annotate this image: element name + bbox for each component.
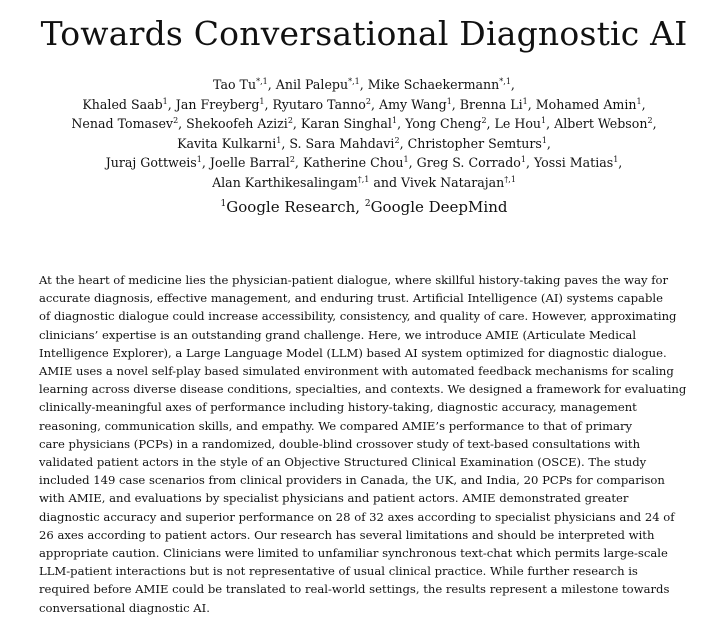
author-line: Kavita Kulkarni$^1$, S. Sara Mahdavi$^2$, Christopher Semturs$^1$, <box>177 135 551 151</box>
author <box>276 77 360 92</box>
abstract-line: care physicians (PCPs) in a randomized, double-blind crossover study of text-based consultations with <box>39 436 641 451</box>
author-affiliation-marker: 1 <box>162 96 168 106</box>
author-name: Yossi Matias <box>533 155 614 171</box>
author-name: Albert Webson <box>554 116 648 132</box>
affiliation-marker-1: 1 <box>220 199 227 209</box>
abstract-line: included 149 case scenarios from clinical providers in Canada, the UK, and India, 20 PCPs for comparison <box>39 473 665 488</box>
author-name: Khaled Saab <box>82 96 163 112</box>
author-affiliation-marker: 1 <box>196 155 202 165</box>
author-affiliation-marker: 1 <box>391 116 398 126</box>
author-name: Anil Palepu <box>275 77 349 92</box>
author-name: and Vivek Natarajan <box>373 174 505 190</box>
author-line <box>0 173 728 193</box>
author <box>213 77 268 92</box>
abstract-line: required before AMIE could be translated to real-world settings, the results represent a milestone towards <box>39 582 670 597</box>
abstract-line: diagnostic accuracy and superior performance on 28 of 32 axes according to specialist physicians and 24 of <box>39 509 675 524</box>
author <box>212 175 369 190</box>
author <box>405 116 486 131</box>
author-name: Nenad Tomasev <box>71 116 174 132</box>
author <box>379 97 452 112</box>
author-name: Juraj Gottweis <box>105 155 197 171</box>
author-name: Amy Wang <box>379 96 447 112</box>
author-line: Khaled Saab$^1$, Jan Freyberg$^1$, Ryutaro Tanno$^2$, Amy Wang$^1$, Brenna Li$^1$, Mohamed Amin$^1$, <box>82 96 646 112</box>
author-affiliation-marker: 2 <box>289 155 295 165</box>
affiliations <box>0 198 728 216</box>
author <box>106 155 202 170</box>
author-affiliation-marker: 2 <box>647 116 653 126</box>
author-affiliation-marker: 1 <box>520 155 526 165</box>
author-name: Shekoofeh Azizi <box>186 116 288 132</box>
author-affiliation-marker: 1 <box>541 116 547 126</box>
author-name: Le Hou <box>494 116 542 132</box>
abstract <box>39 271 700 617</box>
author-name: Mike Schaekermann <box>367 77 500 92</box>
author-affiliation-marker: 2 <box>287 116 293 126</box>
author-name: Katherine Chou <box>302 155 404 171</box>
author-name: Christopher Semturs <box>407 135 542 151</box>
author <box>71 116 178 131</box>
author-name: Alan Karthikesalingam <box>212 174 358 190</box>
author-affiliation-marker: 1 <box>522 96 528 106</box>
author-line: Juraj Gottweis$^1$, Joelle Barral$^2$, Katherine Chou$^1$, Greg S. Corrado$^1$, Yossi Matias$^1$, <box>105 155 623 171</box>
author-name: Tao Tu <box>213 77 257 92</box>
author-line: Nenad Tomasev$^2$, Shekoofeh Azizi$^2$, Karan Singhal$^1$, Yong Cheng$^2$, Le Hou$^1$, Albert Webson$^2$, <box>71 116 657 132</box>
author-affiliation-marker: 1 <box>446 96 452 106</box>
author-name: Ryutaro Tanno <box>272 96 366 112</box>
abstract-line: validated patient actors in the style of an Objective Structured Clinical Examination (OSCE). The study <box>39 455 647 470</box>
author <box>177 136 281 151</box>
abstract-line: AMIE uses a novel self-play based simulated environment with automated feedback mechanisms for scaling <box>39 364 674 379</box>
author-affiliation-marker: *,1 <box>256 77 268 86</box>
author-affiliation-marker: 2 <box>394 135 400 145</box>
paper-title: Towards Conversational Diagnostic AI <box>40 14 688 53</box>
author-affiliation-marker: 1 <box>403 155 409 165</box>
author <box>373 175 516 190</box>
author-affiliation-marker: 1 <box>276 135 282 145</box>
author <box>495 116 547 131</box>
author <box>368 77 511 92</box>
author-affiliation-marker: †,1 <box>504 174 516 184</box>
author <box>303 155 409 170</box>
author-name: Karan Singhal <box>300 116 392 132</box>
author-name: Joelle Barral <box>209 155 290 171</box>
author-name: Brenna Li <box>459 96 523 112</box>
author-affiliation-marker: 2 <box>481 116 487 126</box>
author <box>301 116 397 131</box>
affiliation-google-research: Google Research, <box>226 198 365 216</box>
abstract-line: LLM-patient interactions but is not representative of usual clinical practice. While further research is <box>39 564 638 579</box>
author <box>554 116 652 131</box>
author-affiliation-marker: 1 <box>613 155 619 165</box>
author <box>536 97 642 112</box>
author-name: Yong Cheng <box>405 116 482 132</box>
author-affiliation-marker: 1 <box>259 96 265 106</box>
abstract-line: clinicians’ expertise is an outstanding grand challenge. Here, we introduce AMIE (Articulate Medical <box>39 327 637 342</box>
author-name: Mohamed Amin <box>535 96 637 112</box>
author <box>534 155 618 170</box>
author-name: S. Sara Mahdavi <box>289 135 395 151</box>
author-name: Jan Freyberg <box>175 96 260 112</box>
abstract-line: Intelligence Explorer), a Large Language Model (LLM) based AI system optimized for diagnostic dialogue. <box>39 345 667 360</box>
author-affiliation-marker: *,1 <box>499 77 511 86</box>
author <box>272 97 371 112</box>
abstract-line: with AMIE, and evaluations by specialist physicians and patient actors. AMIE demonstrated greater <box>39 491 629 506</box>
author <box>210 155 295 170</box>
author-line: Tao $Tu^{*,1}$, Anil Palepu$^{*,1}$, Mike Schaekermann$^{*,1}$, <box>213 77 515 92</box>
author-name: Greg S. Corrado <box>416 155 521 171</box>
abstract-line: reasoning, communication skills, and empathy. We compared AMIE’s performance to that of primary <box>39 418 633 433</box>
author-affiliation-marker: 1 <box>636 96 642 106</box>
abstract-line: of diagnostic dialogue could increase accessibility, consistency, and quality of care. However, approximating <box>39 309 677 324</box>
author <box>408 136 547 151</box>
abstract-line: 26 axes according to patient actors. Our research has several limitations and should be interpreted with <box>39 527 655 542</box>
author <box>186 116 293 131</box>
author-affiliation-marker: *,1 <box>348 77 360 86</box>
author-list <box>0 75 728 193</box>
author-affiliation-marker: †,1 <box>357 174 370 184</box>
abstract-line: learning across diverse disease conditions, specialties, and contexts. We designed a framework for evaluating <box>39 382 687 397</box>
abstract-line: appropriate caution. Clinicians were limited to unfamiliar synchronous text-chat which permits large-scale <box>39 546 668 561</box>
author <box>176 97 265 112</box>
author-affiliation-marker: 2 <box>173 116 179 126</box>
abstract-line: conversational diagnostic AI. <box>39 600 210 615</box>
abstract-line: At the heart of medicine lies the physician-patient dialogue, where skillful history-taking paves the way for <box>39 273 669 287</box>
author <box>82 97 167 112</box>
abstract-line: clinically-meaningful axes of performance including history-taking, diagnostic accuracy, management <box>39 400 637 415</box>
author-name: Kavita Kulkarni <box>177 135 277 151</box>
author <box>417 155 526 170</box>
author <box>460 97 528 112</box>
author-affiliation-marker: 2 <box>365 96 371 106</box>
author-affiliation-marker: 1 <box>541 135 547 145</box>
affiliation-marker-2: 2 <box>364 199 371 209</box>
author <box>289 136 399 151</box>
abstract-line: accurate diagnosis, effective management, and enduring trust. Artificial Intelligence (AI) systems capable <box>39 291 663 306</box>
affiliation-google-deepmind: Google DeepMind <box>370 198 508 216</box>
